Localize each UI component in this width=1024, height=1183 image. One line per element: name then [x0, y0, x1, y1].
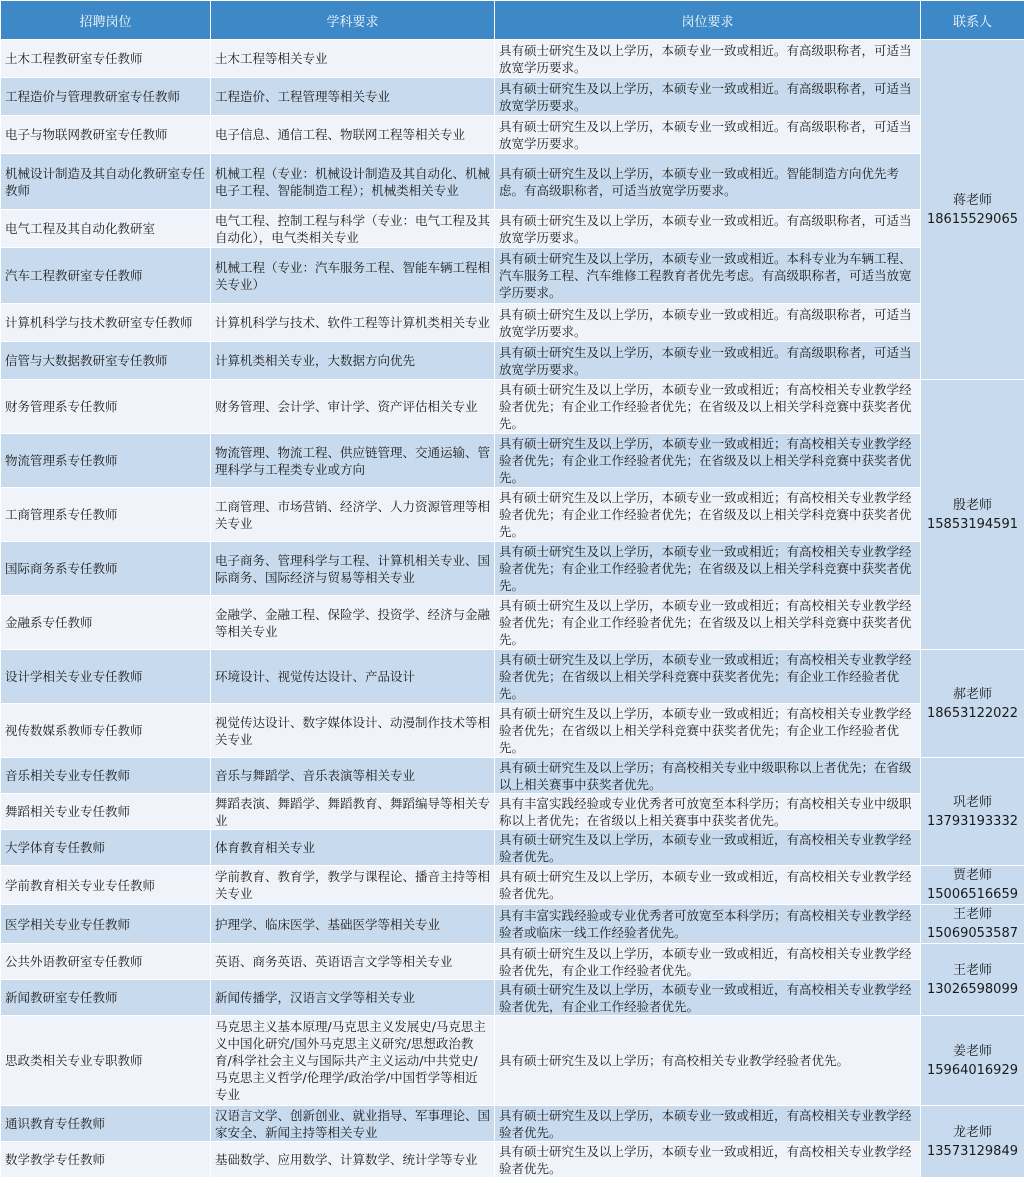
- position-cell: 数学教学专任教师: [1, 1142, 211, 1178]
- table-row: [1, 758, 1024, 794]
- contact-name: 郝老师: [952, 686, 992, 702]
- contact-cell: [921, 944, 1024, 1016]
- subject-cell: 护理学、临床医学、基础医学等相关专业: [211, 905, 495, 944]
- requirement-cell: 具有硕士研究生及以上学历，本硕专业一致或相近；有高校相关专业教学经验者优先；有企业工作经验者优先；在省级及以上相关学科竞赛中获奖者优先。: [495, 434, 921, 488]
- subject-cell: 财务管理、会计学、审计学、资产评估相关专业: [211, 380, 495, 434]
- contact-cell: [921, 1106, 1024, 1178]
- header-requirement: 岗位要求: [495, 1, 921, 40]
- position-cell: 工商管理系专任教师: [1, 488, 211, 542]
- requirement-cell: 具有硕士研究生及以上学历，本硕专业一致或相近。有高级职称者，可适当放宽学历要求。: [495, 342, 921, 380]
- subject-cell: 机械工程（专业：汽车服务工程、智能车辆工程相关专业）: [211, 248, 495, 304]
- position-cell: 财务管理系专任教师: [1, 380, 211, 434]
- contact-cell: [921, 650, 1024, 758]
- position-cell: 思政类相关专业专职教师: [1, 1016, 211, 1106]
- requirement-cell: 具有硕士研究生及以上学历；有高校相关专业教学经验者优先。: [495, 1016, 921, 1106]
- requirement-cell: 具有硕士研究生及以上学历，本硕专业一致或相近；有高校相关专业教学经验者优先；在省级以上相关学科竞赛中获奖者优先；有企业工作经验者优先。: [495, 704, 921, 758]
- subject-cell: 工程造价、工程管理等相关专业: [211, 78, 495, 116]
- contact-phone: 15069053587: [927, 926, 1018, 941]
- header-contact: 联系人: [921, 1, 1024, 40]
- position-cell: 国际商务系专任教师: [1, 542, 211, 596]
- table-row: [1, 116, 1024, 154]
- requirement-cell: 具有硕士研究生及以上学历，本硕专业一致或相近，有高校相关专业教学经验者优先。: [495, 1106, 921, 1142]
- table-row: [1, 596, 1024, 650]
- table-row: [1, 154, 1024, 210]
- position-cell: 舞蹈相关专业专任教师: [1, 794, 211, 830]
- table-row: [1, 1016, 1024, 1106]
- subject-cell: 计算机科学与技术、软件工程等计算机类相关专业: [211, 304, 495, 342]
- contact-phone: 15006516659: [927, 887, 1018, 902]
- requirement-cell: 具有硕士研究生及以上学历，本硕专业一致或相近，有高校相关专业教学经验者优先，有企业工作经验者优先。: [495, 944, 921, 980]
- contact-phone: 13793193332: [927, 813, 1018, 829]
- requirement-cell: 具有丰富实践经验或专业优秀者可放宽至本科学历；有高校相关专业教学经验者或临床一线工作经验者优先。: [495, 905, 921, 944]
- contact-cell: [921, 905, 1024, 944]
- requirement-cell: 具有硕士研究生及以上学历，本硕专业一致或相近，有高校相关专业教学经验者优先。: [495, 830, 921, 866]
- requirement-cell: 具有硕士研究生及以上学历，本硕专业一致或相近；有高校相关专业教学经验者优先；有企业工作经验者优先；在省级及以上相关学科竞赛中获奖者优先。: [495, 596, 921, 650]
- header-row: [1, 1, 1024, 40]
- subject-cell: 物流管理、物流工程、供应链管理、交通运输、管理科学与工程类专业或方向: [211, 434, 495, 488]
- table-row: [1, 78, 1024, 116]
- requirement-cell: 具有硕士研究生及以上学历，本硕专业一致或相近；有高校相关专业教学经验者优先；在省级以上相关学科竞赛中获奖者优先；有企业工作经验者优先。: [495, 650, 921, 704]
- contact-name: 龙老师: [952, 1124, 992, 1140]
- position-cell: 物流管理系专任教师: [1, 434, 211, 488]
- subject-cell: 音乐与舞蹈学、音乐表演等相关专业: [211, 758, 495, 794]
- table-row: [1, 944, 1024, 980]
- requirement-cell: 具有硕士研究生及以上学历，本硕专业一致或相近。有高级职称者，可适当放宽学历要求。: [495, 116, 921, 154]
- table-row: [1, 380, 1024, 434]
- contact-phone: 13026598099: [927, 981, 1018, 997]
- position-cell: 计算机科学与技术教研室专任教师: [1, 304, 211, 342]
- requirement-cell: 具有硕士研究生及以上学历，本硕专业一致或相近。有高级职称者，可适当放宽学历要求。: [495, 210, 921, 248]
- contact-name: 王老师: [952, 907, 992, 922]
- table-row: [1, 210, 1024, 248]
- table-row: [1, 542, 1024, 596]
- contact-name: 姜老师: [952, 1043, 992, 1059]
- contact-cell: [921, 866, 1024, 905]
- position-cell: 工程造价与管理教研室专任教师: [1, 78, 211, 116]
- requirement-cell: 具有硕士研究生及以上学历，本硕专业一致或相近，有高校相关专业教学经验者优先，有企业工作经验者优先。: [495, 980, 921, 1016]
- position-cell: 音乐相关专业专任教师: [1, 758, 211, 794]
- contact-phone: 15853194591: [927, 516, 1018, 532]
- requirement-cell: 具有硕士研究生及以上学历，本硕专业一致或相近。有高级职称者，可适当放宽学历要求。: [495, 40, 921, 78]
- contact-phone: 13573129849: [927, 1143, 1018, 1159]
- contact-cell: [921, 758, 1024, 866]
- table-row: [1, 248, 1024, 304]
- table-row: [1, 1106, 1024, 1142]
- subject-cell: 学前教育、教育学，教学与课程论、播音主持等相关专业: [211, 866, 495, 905]
- header-position: 招聘岗位: [1, 1, 211, 40]
- contact-name: 王老师: [952, 962, 992, 978]
- position-cell: 新闻教研室专任教师: [1, 980, 211, 1016]
- table-row: [1, 794, 1024, 830]
- table-row: [1, 342, 1024, 380]
- subject-cell: 舞蹈表演、舞蹈学、舞蹈教育、舞蹈编导等相关专业: [211, 794, 495, 830]
- position-cell: 通识教育专任教师: [1, 1106, 211, 1142]
- position-cell: 设计学相关专业专任教师: [1, 650, 211, 704]
- contact-cell: [921, 1016, 1024, 1106]
- table-row: [1, 40, 1024, 78]
- subject-cell: 计算机类相关专业，大数据方向优先: [211, 342, 495, 380]
- contact-phone: 18653122022: [927, 705, 1018, 721]
- requirement-cell: 具有硕士研究生及以上学历，本硕专业一致或相近；有高校相关专业教学经验者优先；有企业工作经验者优先；在省级及以上相关学科竞赛中获奖者优先。: [495, 380, 921, 434]
- table-row: [1, 1142, 1024, 1178]
- subject-cell: 环境设计、视觉传达设计、产品设计: [211, 650, 495, 704]
- subject-cell: 电气工程、控制工程与科学（专业：电气工程及其自动化），电气类相关专业: [211, 210, 495, 248]
- requirement-cell: 具有硕士研究生及以上学历，本硕专业一致或相近；有高校相关专业教学经验者优先；有企业工作经验者优先；在省级及以上相关学科竞赛中获奖者优先。: [495, 488, 921, 542]
- position-cell: 电气工程及其自动化教研室: [1, 210, 211, 248]
- contact-phone: 15964016929: [927, 1062, 1018, 1078]
- table-row: [1, 704, 1024, 758]
- position-cell: 公共外语教研室专任教师: [1, 944, 211, 980]
- table-row: [1, 488, 1024, 542]
- position-cell: 金融系专任教师: [1, 596, 211, 650]
- table-row: [1, 650, 1024, 704]
- position-cell: 机械设计制造及其自动化教研室专任教师: [1, 154, 211, 210]
- position-cell: 学前教育相关专业专任教师: [1, 866, 211, 905]
- position-cell: 土木工程教研室专任教师: [1, 40, 211, 78]
- table-row: [1, 434, 1024, 488]
- contact-cell: [921, 40, 1024, 380]
- subject-cell: 土木工程等相关专业: [211, 40, 495, 78]
- position-cell: 信管与大数据教研室专任教师: [1, 342, 211, 380]
- subject-cell: 视觉传达设计、数字媒体设计、动漫制作技术等相关专业: [211, 704, 495, 758]
- requirement-cell: 具有硕士研究生及以上学历，本硕专业一致或相近；有高校相关专业教学经验者优先；有企业工作经验者优先；在省级及以上相关学科竞赛中获奖者优先。: [495, 542, 921, 596]
- contact-cell: [921, 380, 1024, 650]
- subject-cell: 体育教育相关专业: [211, 830, 495, 866]
- contact-name: 巩老师: [952, 794, 992, 810]
- table-row: [1, 866, 1024, 905]
- subject-cell: 基础数学、应用数学、计算数学、统计学等专业: [211, 1142, 495, 1178]
- position-cell: 视传数媒系教师专任教师: [1, 704, 211, 758]
- subject-cell: 电子商务、管理科学与工程、计算机相关专业、国际商务、国际经济与贸易等相关专业: [211, 542, 495, 596]
- requirement-cell: 具有硕士研究生及以上学历，本硕专业一致或相近。有高级职称者，可适当放宽学历要求。: [495, 78, 921, 116]
- contact-name: 蒋老师: [952, 192, 992, 208]
- subject-cell: 金融学、金融工程、保险学、投资学、经济与金融等相关专业: [211, 596, 495, 650]
- contact-name: 贾老师: [952, 868, 992, 883]
- subject-cell: 机械工程（专业：机械设计制造及其自动化、机械电子工程、智能制造工程）；机械类相关专业: [211, 154, 495, 210]
- requirement-cell: 具有硕士研究生及以上学历，本硕专业一致或相近，有高校相关专业教学经验者优先。: [495, 866, 921, 905]
- header-subject: 学科要求: [211, 1, 495, 40]
- table-row: [1, 905, 1024, 944]
- position-cell: 电子与物联网教研室专任教师: [1, 116, 211, 154]
- subject-cell: 汉语言文学、创新创业、就业指导、军事理论、国家安全、新闻主持等相关专业: [211, 1106, 495, 1142]
- table-row: [1, 304, 1024, 342]
- requirement-cell: 具有硕士研究生及以上学历，本硕专业一致或相近。有高级职称者，可适当放宽学历要求。: [495, 304, 921, 342]
- requirement-cell: 具有硕士研究生及以上学历；有高校相关专业中级职称以上者优先；在省级以上相关赛事中获奖者优先。: [495, 758, 921, 794]
- requirement-cell: 具有硕士研究生及以上学历，本硕专业一致或相近。本科专业为车辆工程、汽车服务工程、汽车维修工程教育者优先考虑。有高级职称者，可适当放宽学历要求。: [495, 248, 921, 304]
- subject-cell: 工商管理、市场营销、经济学、人力资源管理等相关专业: [211, 488, 495, 542]
- subject-cell: 马克思主义基本原理/马克思主义发展史/马克思主义中国化研究/国外马克思主义研究/思想政治教育/科学社会主义与国际共产主义运动/中共党史/马克思主义哲学/伦理学/政治学/中国哲学等相近专业: [211, 1016, 495, 1106]
- table-row: [1, 980, 1024, 1016]
- contact-phone: 18615529065: [927, 211, 1018, 227]
- position-cell: 汽车工程教研室专任教师: [1, 248, 211, 304]
- position-cell: 大学体育专任教师: [1, 830, 211, 866]
- subject-cell: 电子信息、通信工程、物联网工程等相关专业: [211, 116, 495, 154]
- requirement-cell: 具有硕士研究生及以上学历，本硕专业一致或相近。智能制造方向优先考虑。有高级职称者，可适当放宽学历要求。: [495, 154, 921, 210]
- subject-cell: 新闻传播学，汉语言文学等相关专业: [211, 980, 495, 1016]
- table-row: [1, 830, 1024, 866]
- contact-name: 殷老师: [952, 497, 992, 513]
- position-cell: 医学相关专业专任教师: [1, 905, 211, 944]
- subject-cell: 英语、商务英语、英语语言文学等相关专业: [211, 944, 495, 980]
- requirement-cell: 具有硕士研究生及以上学历，本硕专业一致或相近，有高校相关专业教学经验者优先。: [495, 1142, 921, 1178]
- requirement-cell: 具有丰富实践经验或专业优秀者可放宽至本科学历；有高校相关专业中级职称以上者优先；在省级以上相关赛事中获奖者优先。: [495, 794, 921, 830]
